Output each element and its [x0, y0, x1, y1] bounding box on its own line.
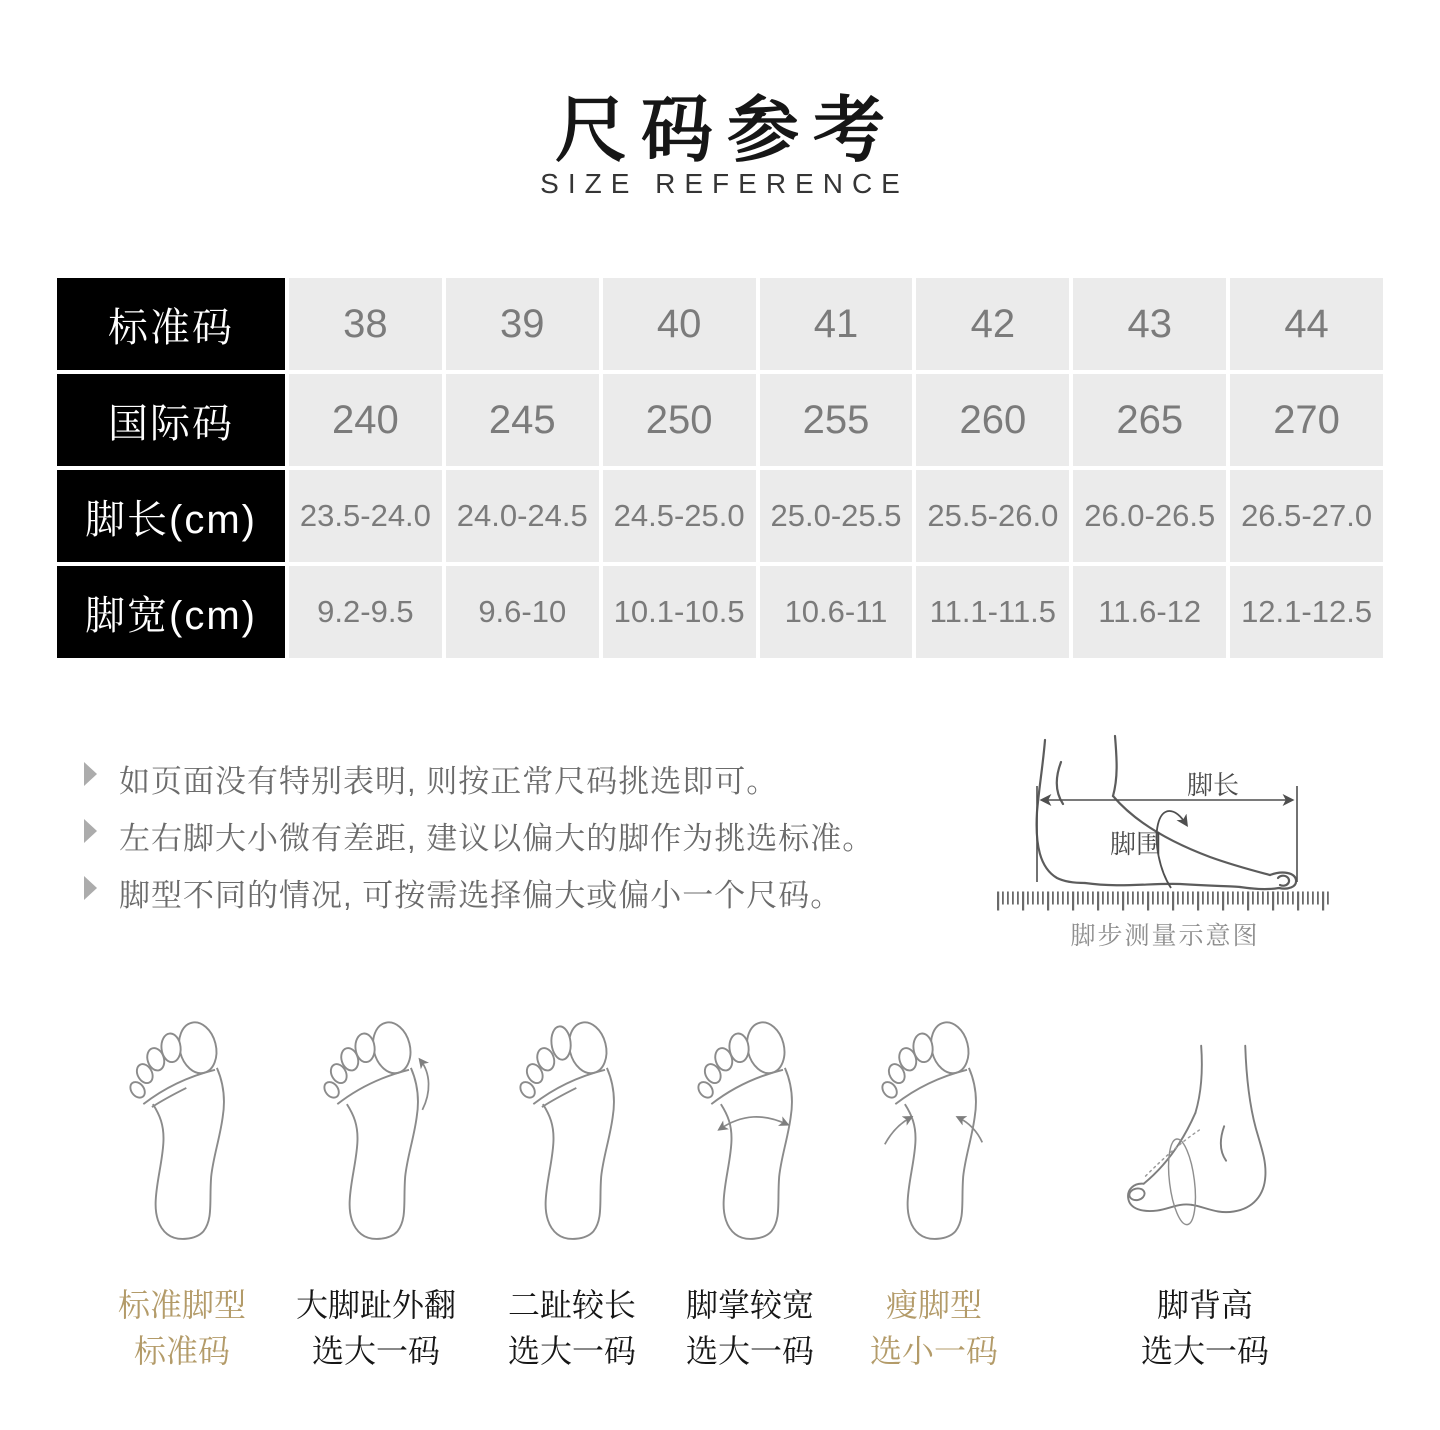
size-table — [57, 278, 1383, 658]
table-cell: 25.0-25.5 — [760, 470, 913, 562]
foot-type-advice: 选大一码 — [685, 1333, 814, 1369]
table-cell: 40 — [603, 278, 756, 370]
row-label-foot-width: 脚宽(cm) — [57, 566, 285, 658]
foot-type-advice: 选大一码 — [1140, 1333, 1269, 1369]
table-cell: 42 — [916, 278, 1069, 370]
table-cell: 10.6-11 — [760, 566, 913, 658]
foot-measurement-diagram — [985, 720, 1375, 955]
table-cell: 24.0-24.5 — [446, 470, 599, 562]
note-text: 左右脚大小微有差距, 建议以偏大的脚作为挑选标准。 — [119, 821, 875, 856]
foot-sole-bunion-illustration — [323, 1016, 430, 1242]
measure-diagram-caption: 脚步测量示意图 — [1070, 922, 1260, 950]
table-cell: 12.1-12.5 — [1230, 566, 1383, 658]
page-title: 尺码参考 — [554, 91, 899, 171]
row-label-foot-length: 脚长(cm) — [57, 470, 285, 562]
table-cell: 245 — [446, 374, 599, 466]
table-cell: 39 — [446, 278, 599, 370]
note-item — [84, 870, 874, 913]
table-cell: 270 — [1230, 374, 1383, 466]
table-cell: 11.1-11.5 — [916, 566, 1069, 658]
triangle-bullet-icon — [84, 876, 97, 900]
table-cell: 9.6-10 — [446, 566, 599, 658]
foot-type-name: 二趾较长 — [507, 1287, 636, 1323]
table-cell: 250 — [603, 374, 756, 466]
foot-sole-wide-illustration — [697, 1016, 804, 1242]
table-cell: 11.6-12 — [1073, 566, 1226, 658]
foot-type-caption — [1095, 1282, 1315, 1374]
foot-type-caption — [72, 1282, 292, 1374]
foot-type-name: 标准脚型 — [117, 1287, 246, 1323]
note-item — [84, 756, 874, 799]
foot-type-caption — [824, 1282, 1044, 1374]
table-cell: 25.5-26.0 — [916, 470, 1069, 562]
notes-list — [84, 756, 874, 927]
note-text: 如页面没有特别表明, 则按正常尺码挑选即可。 — [119, 764, 779, 799]
foot-type-advice: 标准码 — [133, 1333, 230, 1369]
table-cell: 9.2-9.5 — [289, 566, 442, 658]
table-cell: 255 — [760, 374, 913, 466]
page-subtitle: SIZE REFERENCE — [540, 168, 909, 199]
foot-type-name: 脚背高 — [1156, 1287, 1253, 1323]
note-text: 脚型不同的情况, 可按需选择偏大或偏小一个尺码。 — [119, 878, 843, 913]
foot-type-name: 大脚趾外翻 — [295, 1287, 456, 1323]
foot-type-advice: 选小一码 — [869, 1333, 998, 1369]
table-cell: 38 — [289, 278, 442, 370]
table-cell: 26.0-26.5 — [1073, 470, 1226, 562]
foot-type-advice: 选大一码 — [507, 1333, 636, 1369]
table-cell: 240 — [289, 374, 442, 466]
foot-type-name: 脚掌较宽 — [685, 1287, 814, 1323]
foot-type-name: 瘦脚型 — [885, 1287, 982, 1323]
table-cell: 44 — [1230, 278, 1383, 370]
table-cell: 10.1-10.5 — [603, 566, 756, 658]
foot-type-advice: 选大一码 — [311, 1333, 440, 1369]
triangle-bullet-icon — [84, 819, 97, 843]
foot-side-high-instep-illustration — [1090, 1040, 1320, 1246]
foot-sole-standard-illustration — [129, 1016, 236, 1242]
foot-girth-label: 脚围 — [1109, 829, 1163, 859]
row-label-standard-size: 标准码 — [57, 278, 285, 370]
foot-type-caption — [266, 1282, 486, 1374]
table-cell: 23.5-24.0 — [289, 470, 442, 562]
table-cell: 260 — [916, 374, 1069, 466]
table-cell: 265 — [1073, 374, 1226, 466]
table-cell: 24.5-25.0 — [603, 470, 756, 562]
table-cell: 43 — [1073, 278, 1226, 370]
table-cell: 41 — [760, 278, 913, 370]
triangle-bullet-icon — [84, 762, 97, 786]
foot-sole-thin-illustration — [881, 1016, 988, 1242]
note-item — [84, 813, 875, 856]
table-cell: 26.5-27.0 — [1230, 470, 1383, 562]
foot-length-label: 脚长 — [1186, 770, 1240, 800]
row-label-international-size: 国际码 — [57, 374, 285, 466]
foot-sole-long-second-toe-illustration — [519, 1016, 626, 1242]
